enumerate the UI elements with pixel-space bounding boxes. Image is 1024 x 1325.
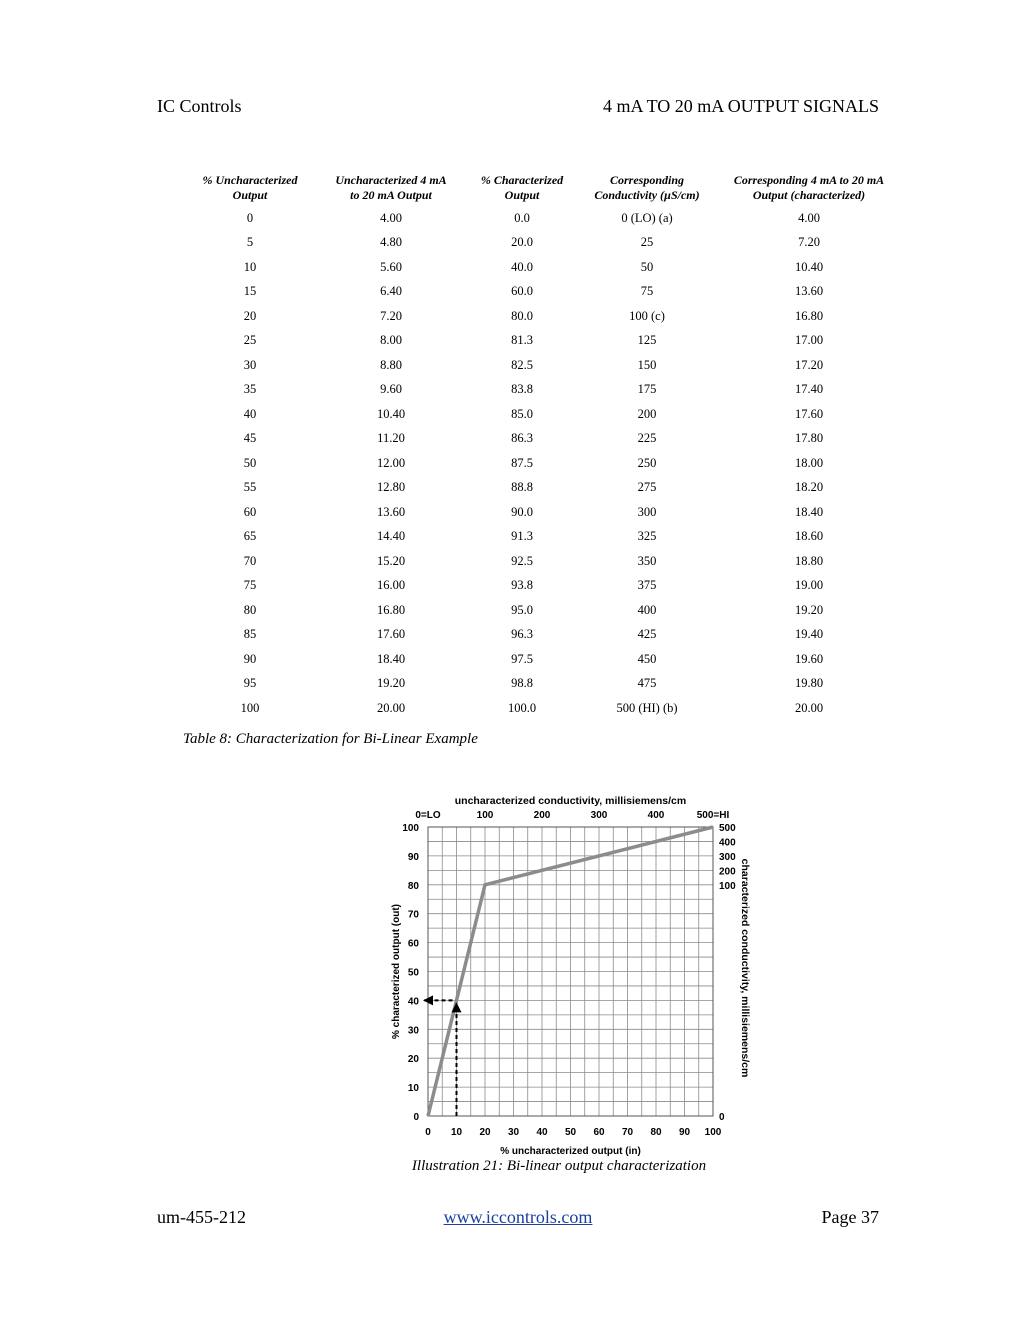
table-cell: 175 [637, 382, 657, 397]
table-cell: 86.3 [511, 431, 533, 446]
table-cell: 96.3 [511, 627, 533, 642]
y-tick-label: 60 [407, 938, 419, 950]
footer-document-id: um-455-212 [157, 1207, 246, 1227]
table-cell: 200 [637, 406, 657, 421]
table-cell: 19.00 [794, 578, 824, 593]
top-tick-label: 100 [476, 810, 494, 821]
table-row [184, 329, 902, 354]
table-row [184, 427, 902, 452]
table-cell: 40 [243, 406, 257, 421]
table-row [184, 598, 902, 623]
table-cell: 18.40 [376, 651, 406, 666]
table-header-row [184, 170, 902, 206]
table-cell: 7.20 [798, 235, 820, 250]
table-cell: 0 (LO) (a) [621, 210, 673, 225]
table-caption: Table 8: Characterization for Bi-Linear Example [183, 731, 478, 747]
table-cell: 13.60 [376, 504, 406, 519]
table-cell: 81.3 [511, 333, 533, 348]
top-tick-label: 200 [533, 810, 551, 821]
table-cell: 20.00 [794, 700, 824, 715]
table-cell: 500 (HI) (b) [616, 700, 678, 715]
table-cell: 19.60 [794, 651, 824, 666]
table-cell: 17.00 [794, 333, 824, 348]
table-cell: 15 [243, 284, 257, 299]
table-cell: 85 [243, 627, 257, 642]
table-cell: 75 [243, 578, 257, 593]
column-header: Corresponding Conductivity (µS/cm) [594, 173, 700, 202]
header-section-title: 4 mA TO 20 mA OUTPUT SIGNALS [602, 96, 879, 116]
table-cell: 18.80 [794, 553, 824, 568]
table-cell: 5 [246, 235, 254, 250]
table-cell: 275 [637, 480, 657, 495]
table-cell: 95 [243, 676, 257, 691]
table-cell: 55 [243, 480, 257, 495]
top-axis-title: uncharacterized conductivity, millisiemens/cm [454, 795, 687, 807]
y-tick-label: 30 [407, 1025, 419, 1037]
y-tick-label: 90 [407, 851, 419, 863]
characterization-table [184, 170, 902, 721]
table-cell: 25 [640, 235, 654, 250]
table-cell: 30 [243, 357, 257, 372]
table-cell: 17.20 [794, 357, 824, 372]
table-row [184, 451, 902, 476]
table-cell: 50 [640, 259, 654, 274]
x-tick-label: 20 [479, 1127, 491, 1138]
table-row [184, 402, 902, 427]
header-company: IC Controls [157, 96, 242, 116]
table-cell: 17.60 [376, 627, 406, 642]
y-tick-label: 100 [402, 823, 419, 834]
table-cell: 17.60 [794, 406, 824, 421]
table-cell: 350 [637, 553, 657, 568]
table-cell: 125 [637, 333, 657, 348]
table-cell: 10.40 [794, 259, 824, 274]
x-tick-label: 0 [425, 1127, 431, 1138]
table-cell: 16.80 [794, 308, 824, 323]
x-tick-label: 10 [450, 1127, 463, 1138]
table-cell: 50 [243, 455, 257, 470]
table-cell: 75 [640, 284, 654, 299]
table-row [184, 696, 902, 721]
top-tick-label: 500=HI [696, 810, 730, 821]
y-tick-label: 10 [407, 1083, 419, 1095]
table-cell: 19.20 [376, 676, 406, 691]
table-cell: 18.00 [794, 455, 824, 470]
table-cell: 6.40 [380, 284, 402, 299]
table-row [184, 574, 902, 599]
table-cell: 100.0 [507, 700, 537, 715]
table-cell: 0 [246, 210, 254, 225]
column-header: Uncharacterized 4 mA to 20 mA Output [335, 173, 447, 202]
table-cell: 10.40 [376, 406, 406, 421]
table-cell: 4.00 [380, 210, 402, 225]
table-row [184, 623, 902, 648]
table-cell: 7.20 [380, 308, 402, 323]
table-row [184, 378, 902, 403]
table-cell: 97.5 [511, 651, 533, 666]
y-tick-label: 40 [407, 996, 419, 1008]
table-cell: 45 [243, 431, 257, 446]
right-tick-label: 0 [719, 1112, 725, 1123]
top-tick-label: 400 [647, 810, 665, 821]
table-row [184, 231, 902, 256]
table-cell: 20.00 [376, 700, 406, 715]
right-tick-label: 100 [719, 880, 736, 892]
table-cell: 95.0 [511, 602, 533, 617]
table-cell: 4.80 [380, 235, 402, 250]
table-row [184, 304, 902, 329]
table-cell: 10 [243, 259, 257, 274]
table-cell: 375 [637, 578, 657, 593]
x-tick-label: 30 [507, 1127, 520, 1138]
table-cell: 15.20 [376, 553, 406, 568]
table-cell: 87.5 [511, 455, 533, 470]
table-cell: 90 [243, 651, 257, 666]
top-tick-label: 300 [590, 810, 608, 821]
table-row [184, 476, 902, 501]
bilinear-chart [378, 786, 758, 1158]
footer-page-number: Page 37 [821, 1207, 879, 1227]
table-cell: 8.00 [380, 333, 402, 348]
table-cell: 300 [637, 504, 657, 519]
table-row [184, 280, 902, 305]
x-tick-label: 40 [536, 1127, 548, 1138]
table-row [184, 500, 902, 525]
table-cell: 18.40 [794, 504, 824, 519]
table-cell: 20 [243, 308, 257, 323]
table-cell: 70 [243, 553, 257, 568]
column-header: % Uncharacterized Output [202, 173, 298, 202]
table-cell: 16.00 [376, 578, 406, 593]
table-cell: 92.5 [511, 553, 533, 568]
table-cell: 19.40 [794, 627, 824, 642]
table-cell: 100 [240, 700, 260, 715]
top-tick-label: 0=LO [415, 810, 441, 821]
y-axis-title: % characterized output (out) [391, 903, 402, 1040]
table-cell: 4.00 [798, 210, 820, 225]
table-cell: 83.8 [511, 382, 533, 397]
y-tick-label: 70 [407, 909, 419, 921]
table-cell: 40.0 [511, 259, 533, 274]
table-cell: 25 [243, 333, 257, 348]
y-tick-label: 80 [407, 880, 419, 892]
table-cell: 12.80 [376, 480, 406, 495]
y-tick-label: 20 [407, 1054, 419, 1066]
table-row [184, 647, 902, 672]
x-tick-label: 80 [650, 1127, 662, 1138]
right-tick-label: 300 [719, 851, 736, 863]
right-axis-title: characterized conductivity, millisiemens/cm [739, 858, 751, 1078]
table-cell: 11.20 [377, 431, 405, 446]
table-cell: 80.0 [511, 308, 533, 323]
column-header: Corresponding 4 mA to 20 mA Output (characterized) [733, 173, 885, 202]
figure-caption: Illustration 21: Bi-linear output characterization [411, 1158, 707, 1174]
table-cell: 475 [637, 676, 657, 691]
x-tick-label: 70 [621, 1127, 634, 1138]
table-cell: 12.00 [376, 455, 406, 470]
table-row [184, 353, 902, 378]
x-tick-label: 50 [564, 1127, 577, 1138]
table-cell: 225 [637, 431, 657, 446]
y-tick-label: 0 [413, 1112, 419, 1123]
table-row [184, 525, 902, 550]
table-cell: 82.5 [511, 357, 533, 372]
table-cell: 19.80 [794, 676, 824, 691]
table-cell: 14.40 [376, 529, 406, 544]
table-cell: 18.60 [794, 529, 824, 544]
table-cell: 400 [637, 602, 657, 617]
table-cell: 20.0 [511, 235, 533, 250]
x-axis-title: % uncharacterized output (in) [500, 1146, 641, 1157]
table-cell: 9.60 [380, 382, 402, 397]
table-row [184, 549, 902, 574]
website-link[interactable]: www.iccontrols.com [443, 1207, 593, 1227]
right-tick-label: 400 [719, 837, 736, 849]
table-cell: 19.20 [794, 602, 824, 617]
table-cell: 93.8 [511, 578, 533, 593]
table-cell: 16.80 [376, 602, 406, 617]
table-cell: 80 [243, 602, 257, 617]
table-cell: 13.60 [794, 284, 824, 299]
table-cell: 150 [637, 357, 657, 372]
table-cell: 35 [243, 382, 257, 397]
table-cell: 65 [243, 529, 257, 544]
table-cell: 8.80 [380, 357, 402, 372]
table-cell: 60.0 [511, 284, 533, 299]
table-cell: 17.80 [794, 431, 824, 446]
table-row [184, 255, 902, 280]
column-header: % Characterized Output [480, 173, 564, 202]
table-cell: 5.60 [380, 259, 402, 274]
y-tick-label: 50 [407, 967, 419, 979]
table-cell: 18.20 [794, 480, 824, 495]
table-cell: 91.3 [511, 529, 533, 544]
table-cell: 85.0 [511, 406, 533, 421]
table-cell: 88.8 [511, 480, 533, 495]
table-cell: 250 [637, 455, 657, 470]
x-tick-label: 100 [704, 1127, 722, 1138]
right-tick-label: 200 [719, 866, 736, 878]
table-cell: 98.8 [511, 676, 533, 691]
table-cell: 17.40 [794, 382, 824, 397]
x-tick-label: 60 [593, 1127, 605, 1138]
table-row [184, 206, 902, 231]
x-tick-label: 90 [678, 1127, 691, 1138]
table-cell: 60 [243, 504, 257, 519]
table-cell: 100 (c) [629, 308, 665, 323]
table-cell: 325 [637, 529, 657, 544]
table-cell: 425 [637, 627, 657, 642]
table-cell: 90.0 [511, 504, 533, 519]
table-row [184, 672, 902, 697]
table-cell: 450 [637, 651, 657, 666]
right-tick-label: 500 [719, 823, 736, 834]
table-cell: 0.0 [514, 210, 530, 225]
